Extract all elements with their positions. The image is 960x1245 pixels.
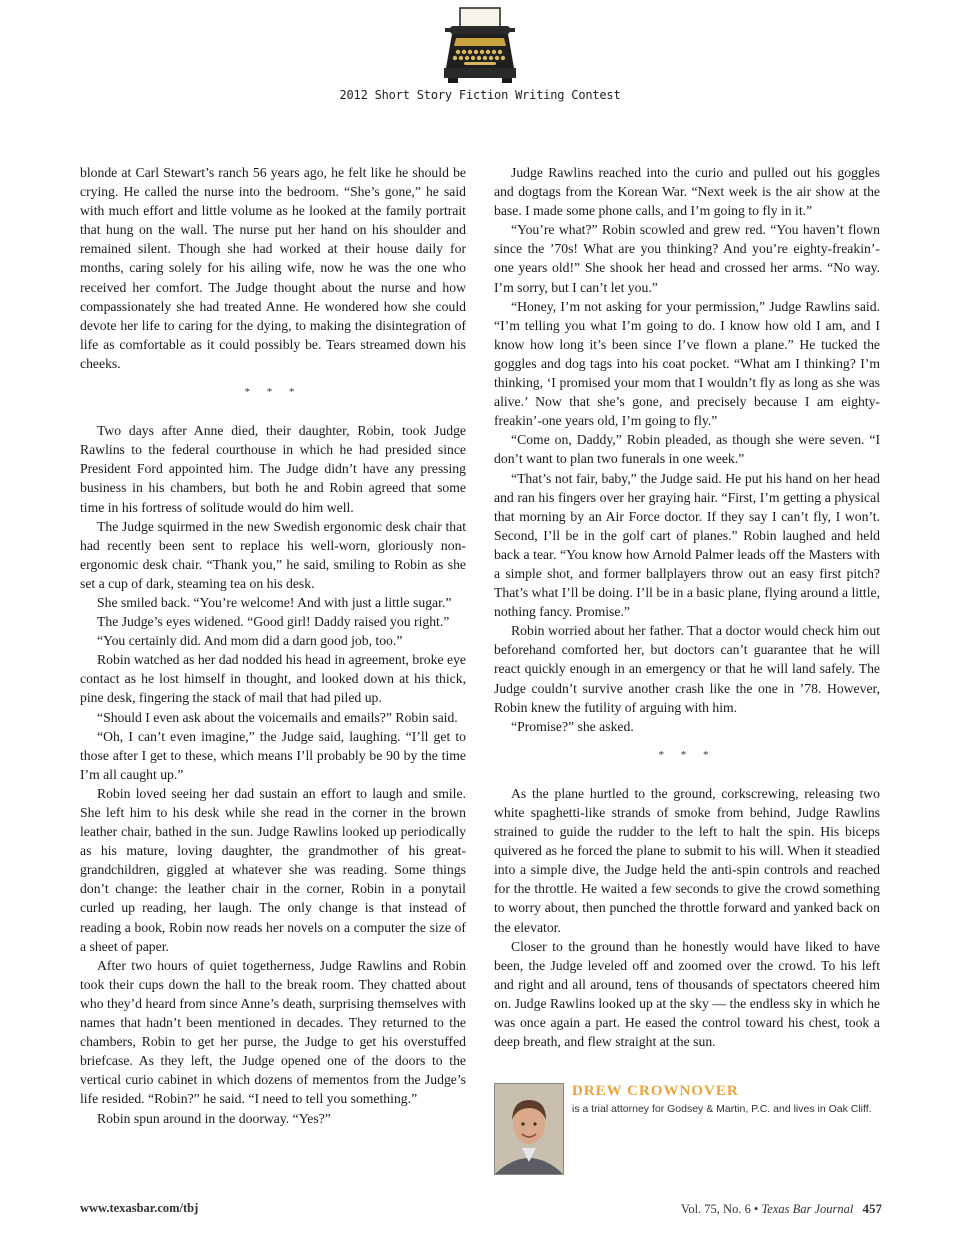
paragraph: “That’s not fair, baby,” the Judge said. He put his hand on her head and ran his fingers over her graying hair. “First, I’m getting a physical that morning by an Air Force doctor. If they say I can’t fly, I won’t. Second, I’ll be in the golf cart of planes.” Robin laughed and held back a tear. “You know how Arnold Palmer leads off the Masters with a simple shot, and former ballplayers throw out an easy first pitch? That’s what I’ll be doing. I’ll be in a basic plane, flying around a little, nothing fancy. Promise.” [494,470,880,620]
page-header [0,6,960,102]
paragraph: “Honey, I’m not asking for your permission,” Judge Rawlins said. “I’m telling you what I’m going to do. I know how old I am, and I know how long it’s been since I’ve flown a plane.” He tucked the goggles and dog tags into his coat pocket. “What am I thinking? I’m thinking, ‘I promised your mom that I wouldn’t fly as long as she was alive.’ Now that she’s gone, and precisely because I am eighty-freakin’-one years old, I’m going to fly.” [494,298,880,429]
author-bio: is a trial attorney for Godsey & Martin, P.C. and lives in Oak Cliff. [572,1103,872,1115]
paragraph: Robin spun around in the doorway. “Yes?” [97,1110,331,1126]
paragraph: “You certainly did. And mom did a darn good job, too.” [97,633,403,649]
contest-title: 2012 Short Story Fiction Writing Contest [339,88,621,102]
section-separator: * * * [658,748,716,761]
left-column [80,163,466,1128]
paragraph: Judge Rawlins reached into the curio and pulled out his goggles and dogtags from the Korean War. “Next week is the air show at the base. I made some phone calls, and I’m going to fly in it.” [494,165,880,219]
paragraph: “Should I even ask about the voicemails and emails?” Robin said. [97,709,458,725]
author-box [494,1083,884,1175]
typewriter-icon [442,6,518,86]
author-name: DREW CROWNOVER [572,1083,739,1099]
author-photo [494,1083,564,1175]
paragraph: The Judge squirmed in the new Swedish ergonomic desk chair that had recently been sent to replace his well-worn, gloriously non-ergonomic desk chair. “Thank you,” he said, smiling to Robin as she set a cup of dark, steaming tea on his desk. [80,518,466,591]
right-column [494,163,880,1051]
paragraph: “Oh, I can’t even imagine,” the Judge said, laughing. “I’ll get to those after I get to these, which means I’ll probably be 90 by the time I’m all caught up.” [80,728,466,782]
paragraph: “You’re what?” Robin scowled and grew red. “You haven’t flown since the ’70s! What are you thinking? And you’re eighty-freakin’-one years old!” She shook her head and crossed her arms. “No way. I’m sorry, but I can’t let you.” [494,222,880,295]
paragraph: Closer to the ground than he honestly would have liked to have been, the Judge leveled off and zoomed over the crowd. To his left and right and all around, tens of thousands of spectators cheered him on. Judge Rawlins looked up at the sky — the endless sky in which he was once again a part. He eased the control toward his chest, took a deep breath, and flew straight at the sun. [494,938,880,1050]
section-separator: * * * [244,386,302,399]
footer-bullet: • [753,1202,759,1216]
paragraph: She smiled back. “You’re welcome! And with just a little sugar.” [97,594,452,610]
footer-publication-info [681,1201,882,1217]
paragraph: blonde at Carl Stewart’s ranch 56 years ago, he felt like he should be crying. He called the nurse into the bedroom. “She’s gone,” he said with much effort and little volume as he looked at the family portrait that hung on the wall. The nurse put her hand on his shoulder and remained silent. Though she had worked at their house daily for months, caring solely for his ailing wife, now he was the one who received her comfort. The Judge thought about the nurse and how compassionately she had treated Anne. He wondered how she could devote her life to caring for the dying, to making the disintegration of life as comfortable as it could possibly be. Tears streamed down his cheeks. [80,165,466,371]
paragraph: Robin worried about her father. That a doctor would check him out beforehand comforted her, but doctors can’t guarantee that he will react quickly enough in an emergency or that he will land safely. The Judge couldn’t survive another crash like the one in ’78. However, Robin knew the futility of arguing with him. [494,623,880,715]
footer-url-link[interactable]: www.texasbar.com/tbj [80,1201,199,1215]
paragraph: “Promise?” she asked. [511,718,634,734]
footer-volume: Vol. 75, No. 6 [680,1202,751,1216]
page-number: 457 [862,1201,882,1216]
author-portrait-icon [495,1084,563,1174]
paragraph: After two hours of quiet togetherness, Judge Rawlins and Robin took their cups down the hall to the break room. They chatted about who they’d heard from since Anne’s death, surprising themselves with names that hadn’t been mentioned in decades. They returned to the chambers, Robin to get her purse, the Judge to get his overstuffed briefcase. As they left, the Judge opened one of the doors to the vertical curio cabinet in which dozens of mementos from the Judge’s life resided. “Robin?” he said. “I need to tell you something.” [80,957,466,1107]
paragraph: “Come on, Daddy,” Robin pleaded, as though she were seven. “I don’t want to plan two funerals in one week.” [494,432,880,467]
footer-journal-name: Texas Bar Journal [761,1202,854,1216]
paragraph: As the plane hurtled to the ground, corkscrewing, releasing two white spaghetti-like strands of smoke from behind, Judge Rawlins strained to guide the rudder to the left to halt the spin. His biceps quivered as he forced the plane to submit to his will. When it steadied into a simple dive, the Judge held the anti-spin controls and reached for the throttle. He waited a few seconds to give the crowd something to worry about, then punched the throttle forward and yanked back on the elevator. [494,785,880,935]
paragraph: Robin loved seeing her dad sustain an effort to laugh and smile. She left him to his desk while she read in the corner in the brown leather chair, bathed in the sun. Judge Rawlins looked up periodically as his mature, loving daughter, the grandmother of his great-grandchildren, giggled at whatever she was reading. Some things don’t change: the leather chair in the corner, Robin in a ponytail curled up reading, her laugh. The only change is that instead of reading a book, Robin now reads her novels on a computer the size of a sheet of paper. [80,785,466,954]
paragraph: The Judge’s eyes widened. “Good girl! Daddy raised you right.” [97,614,450,630]
paragraph: Robin watched as her dad nodded his head in agreement, broke eye contact as he lost himself in thought, and looked down at his thick, pine desk, fingering the stack of mail that had piled up. [80,652,466,706]
paragraph: Two days after Anne died, their daughter, Robin, took Judge Rawlins to the federal courthouse in which he had presided since President Ford appointed him. The Judge didn’t have any pressing business in his chambers, but both he and Robin agreed that some time in his fortress of solitude would do him well. [80,423,466,515]
